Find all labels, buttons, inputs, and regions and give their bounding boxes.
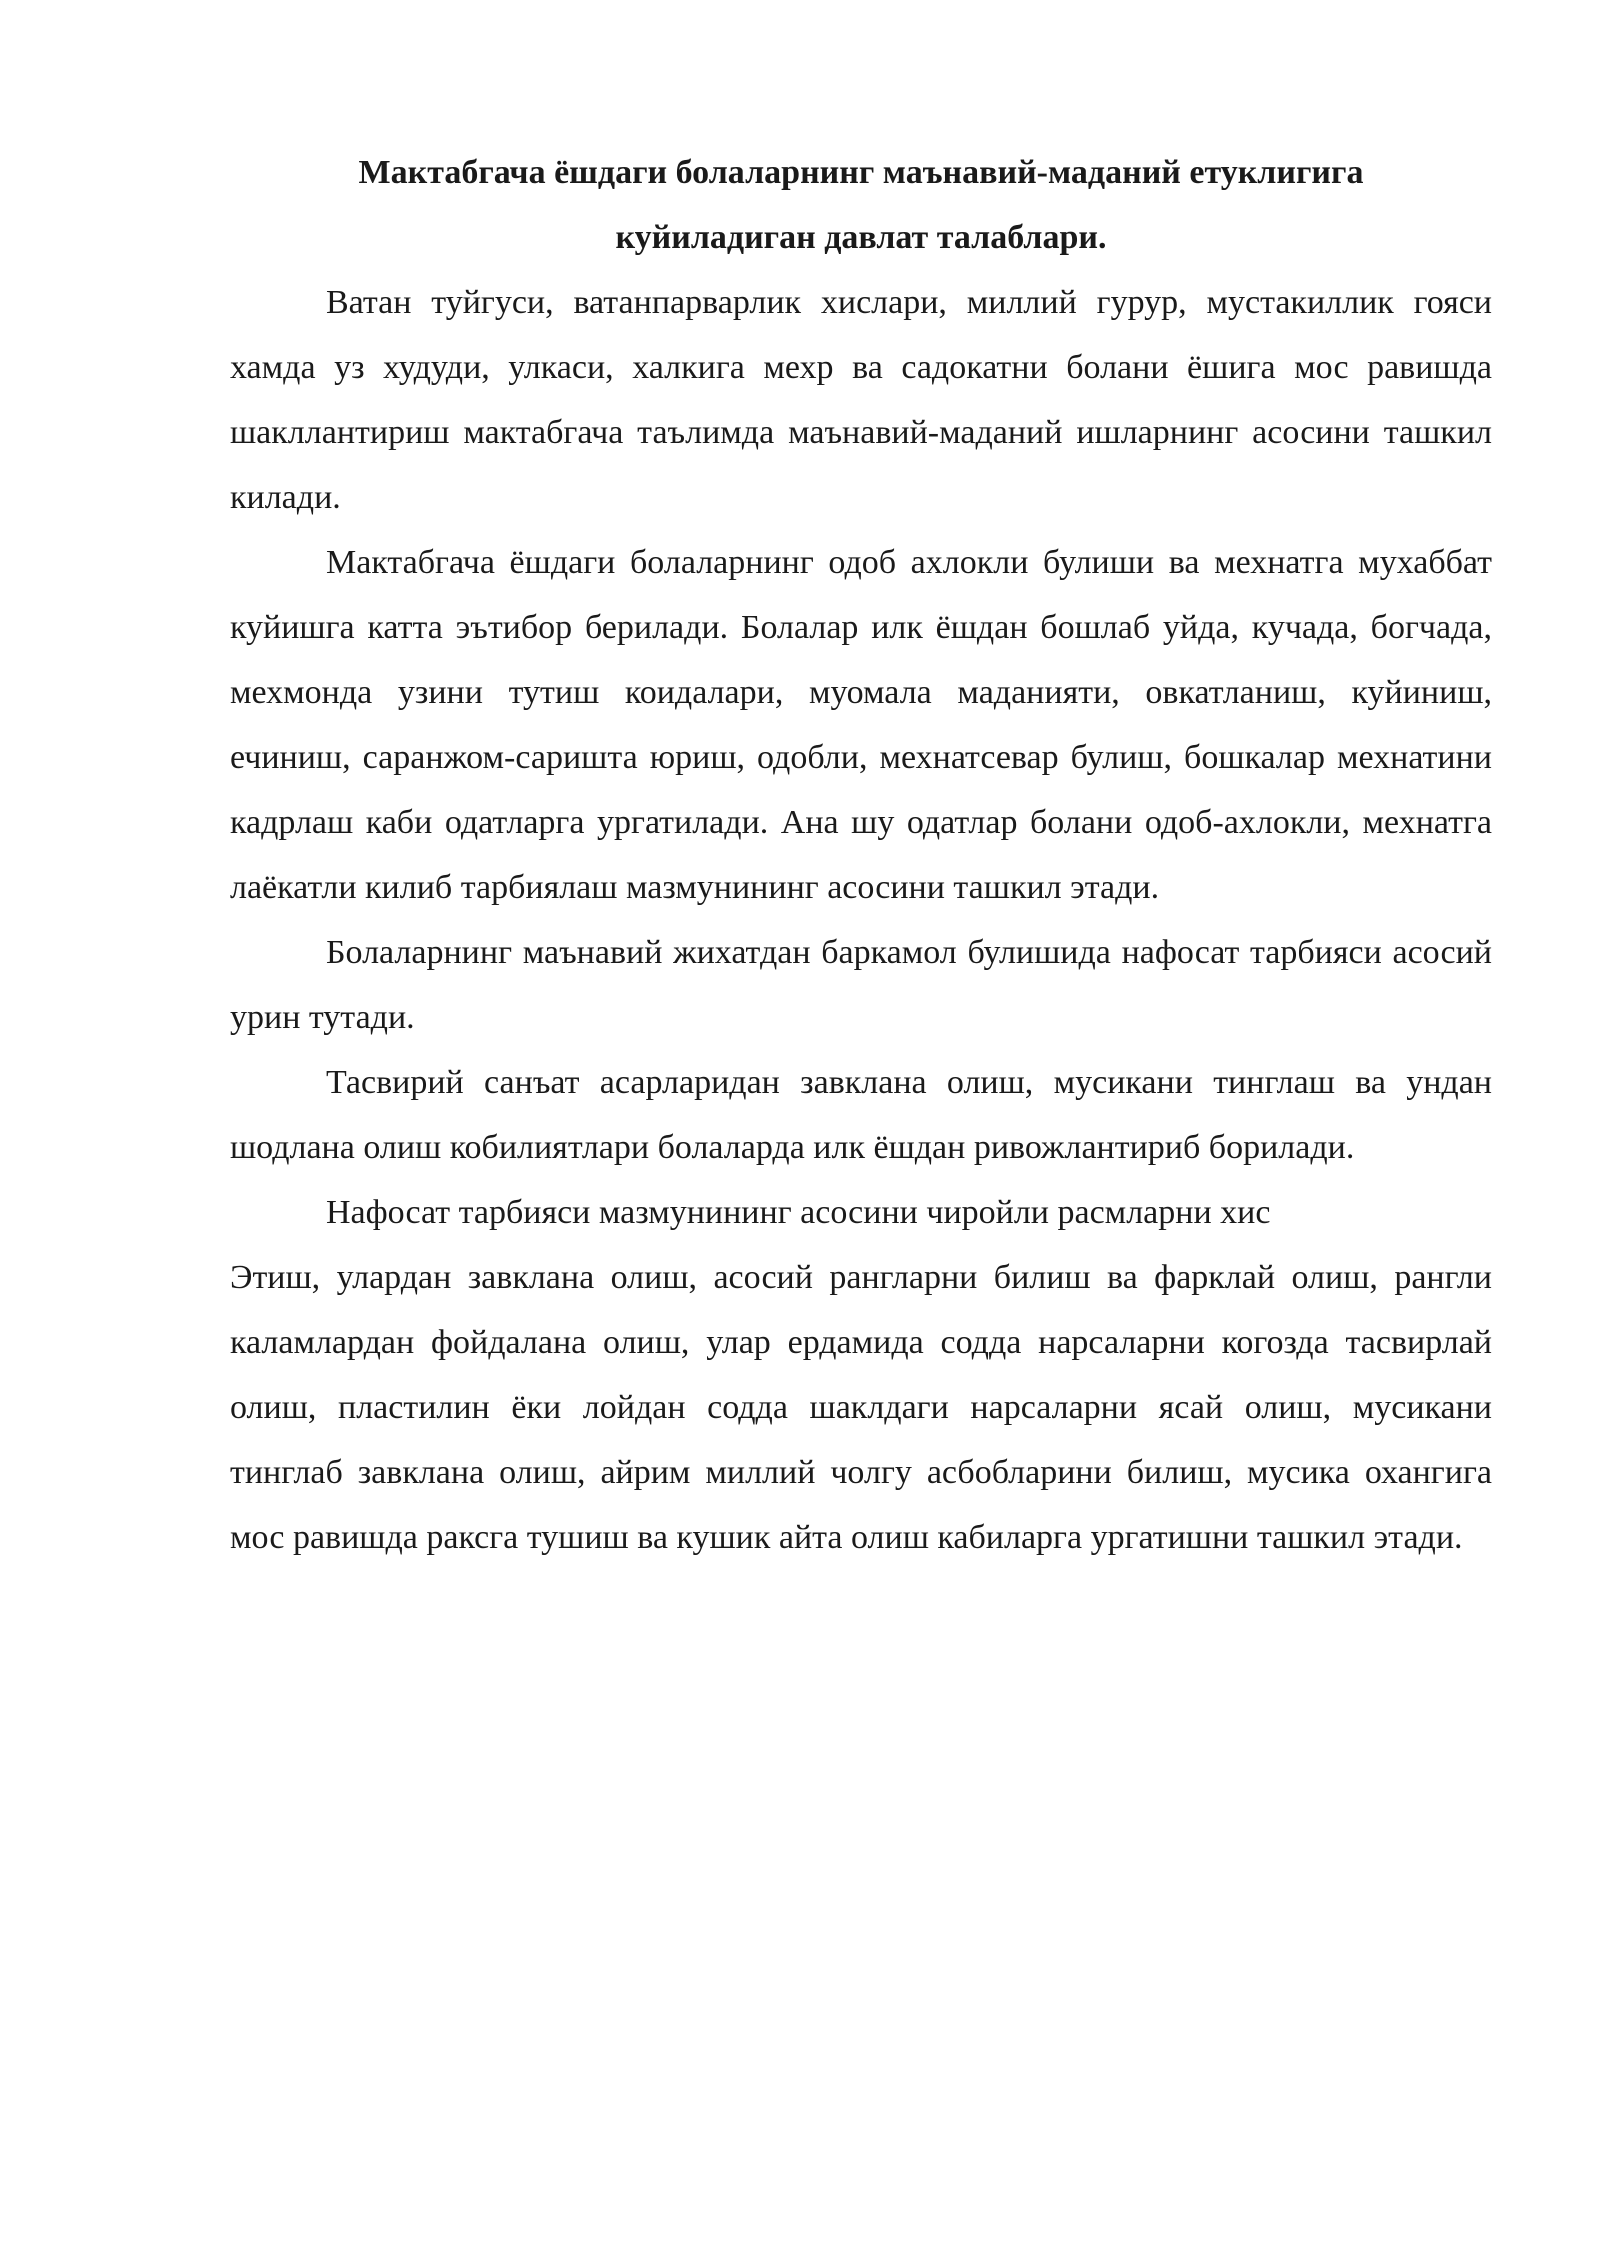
title-line-1: Мактабгача ёшдаги болаларнинг маънавий-маданий етуклигига (358, 154, 1364, 191)
paragraph-2: Мактабгача ёшдаги болаларнинг одоб ахлокли булиши ва мехнатга мухаббат куйишга катта эътибор берилади. Болалар илк ёшдан бошлаб уйда, кучада, богчада, мехмонда узини тутиш коидалари, муомала маданияти, овкатланиш, куйиниш, ечиниш, саранжом-саришта юриш, одобли, мехнатсевар булиш, бошкалар мехнатини кадрлаш каби одатларга ургатилади. Ана шу одатлар болани одоб-ахлокли, мехнатга лаёкатли килиб тарбиялаш мазмунининг асосини ташкил этади. (230, 544, 1492, 906)
paragraph-4: Тасвирий санъат асарларидан завклана олиш, мусикани тинглаш ва ундан шодлана олиш кобилиятлари болаларда илк ёшдан ривожлантириб борилади. (230, 1064, 1492, 1166)
document-title (230, 140, 1492, 270)
title-line-2: куйиладиган давлат талаблари. (615, 219, 1107, 256)
document-page (230, 140, 1492, 1570)
paragraph-5-body: Этиш, улардан завклана олиш, асосий рангларни билиш ва фарклай олиш, рангли каламлардан фойдалана олиш, улар ердамида содда нарсаларни когозда тасвирлай олиш, пластилин ёки лойдан содда шаклдаги нарсаларни ясай олиш, мусикани тинглаб завклана олиш, айрим миллий чолгу асбобларини билиш, мусика охангига мос равишда раксга тушиш ва кушик айта олиш кабиларга ургатишни ташкил этади. (230, 1259, 1492, 1556)
paragraph-5-head: Нафосат тарбияси мазмунининг асосини чиройли расмларни хис (326, 1194, 1271, 1231)
paragraph-1: Ватан туйгуси, ватанпарварлик хислари, миллий гурур, мустакиллик гояси хамда уз худуди, улкаси, халкига мехр ва садокатни болани ёшига мос равишда шакллантириш мактабгача таълимда маънавий-маданий ишларнинг асосини ташкил килади. (230, 284, 1492, 516)
paragraph-3: Болаларнинг маънавий жихатдан баркамол булишида нафосат тарбияси асосий урин тутади. (230, 934, 1492, 1036)
